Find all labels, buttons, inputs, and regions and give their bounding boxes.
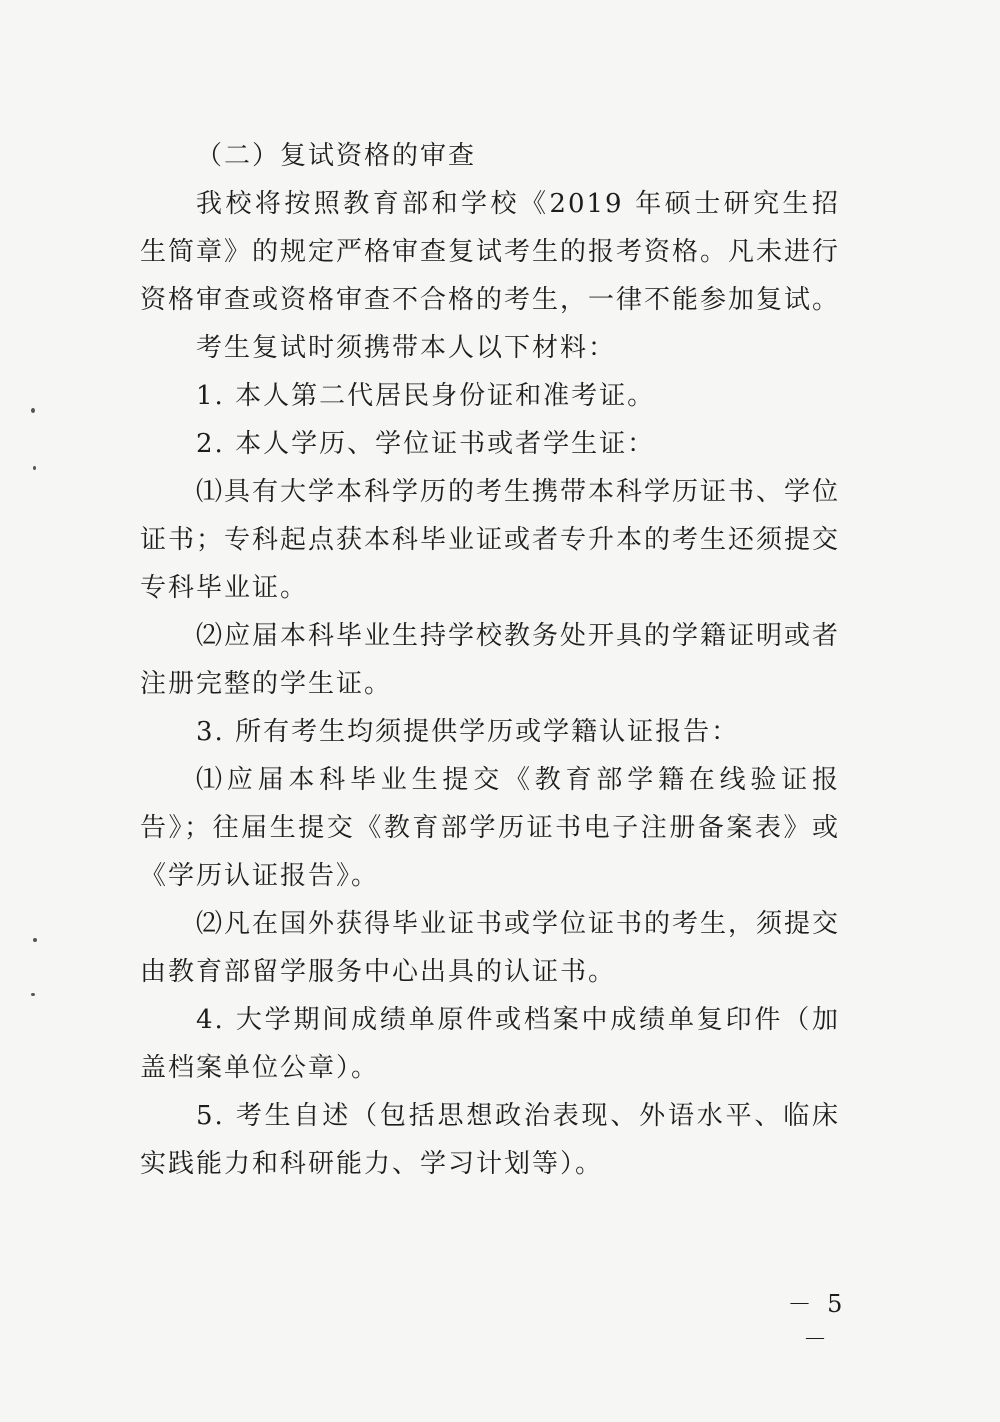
section-heading: （二）复试资格的审查	[196, 141, 477, 171]
paragraph-item-5: 5. 考生自述（包括思想政治表现、外语水平、临床实践能力和科研能力、学习计划等）。	[140, 1101, 840, 1179]
paragraph-item-2-sub-2: ⑵应届本科毕业生持学校教务处开具的学籍证明或者注册完整的学生证。	[140, 621, 841, 699]
paragraph-item-3: 3. 所有考生均须提供学历或学籍认证报告：	[196, 717, 740, 747]
paragraph-materials-intro: 考生复试时须携带本人以下材料：	[196, 333, 617, 363]
paragraph-review-policy: 我校将按照教育部和学校《2019 年硕士研究生招生简章》的规定严格审查复试考生的报考资格。凡未进行资格审查或资格审查不合格的考生，一律不能参加复试。	[140, 189, 841, 315]
document-body	[140, 132, 840, 1188]
paragraph-item-3-sub-1: ⑴应届本科毕业生提交《教育部学籍在线验证报告》；往届生提交《教育部学历证书电子注册备案表》或《学历认证报告》。	[140, 765, 840, 891]
paragraph-item-4: 4. 大学期间成绩单原件或档案中成绩单复印件（加盖档案单位公章）。	[140, 1005, 840, 1083]
scan-speck	[33, 466, 36, 470]
paragraph-item-2: 2. 本人学历、学位证书或者学生证：	[196, 429, 656, 459]
scan-speck	[33, 938, 37, 942]
paragraph-item-1: 1. 本人第二代居民身份证和准考证。	[196, 381, 656, 411]
paragraph-item-3-sub-2: ⑵凡在国外获得毕业证书或学位证书的考生，须提交由教育部留学服务中心出具的认证书。	[140, 909, 841, 987]
page-number: － 5 －	[787, 1290, 847, 1353]
paragraph-item-2-sub-1: ⑴具有大学本科学历的考生携带本科学历证书、学位证书；专科起点获本科毕业证或者专升本的考生还须提交专科毕业证。	[140, 477, 841, 603]
scan-speck	[31, 408, 35, 413]
scan-speck	[31, 993, 35, 996]
